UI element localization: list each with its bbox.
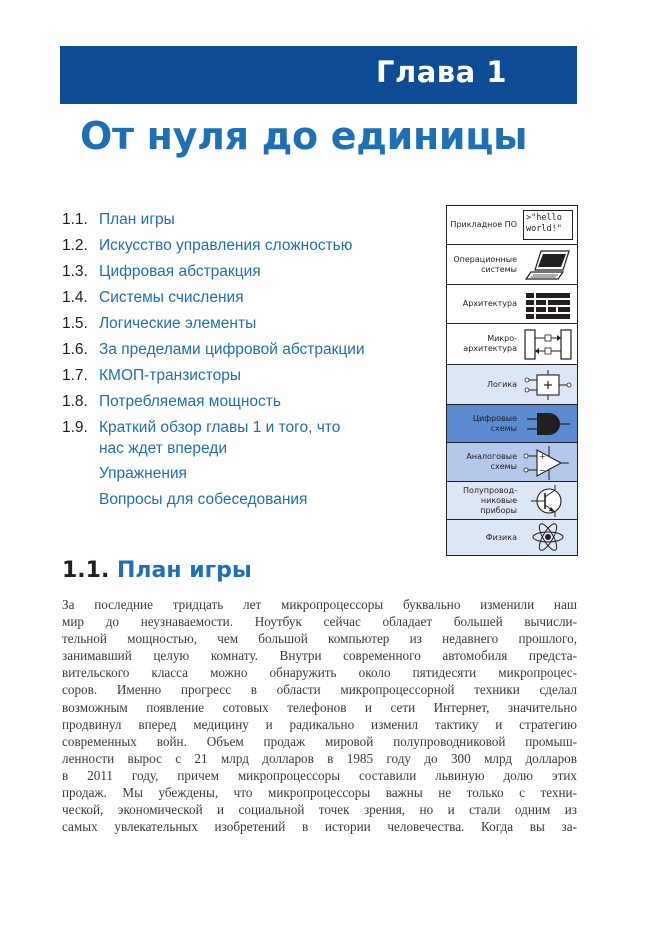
layer-label: Операционные системы	[453, 254, 517, 274]
toc-link[interactable]: Цифровая абстракция	[99, 263, 261, 280]
layer-application-software	[447, 206, 577, 245]
toc-link[interactable]: Потребляемая мощность	[99, 393, 281, 410]
toc-number: 1.2.	[62, 237, 88, 254]
toc-number: 1.1.	[62, 211, 88, 228]
laptop-icon	[523, 248, 573, 282]
layer-physics	[447, 520, 577, 555]
chapter-title: От нуля до единицы	[80, 114, 528, 158]
toc-number: 1.8.	[62, 393, 88, 410]
toc-link[interactable]: Системы счисления	[99, 289, 244, 306]
layer-digital-circuits	[447, 405, 577, 443]
layer-label: Физика	[485, 532, 517, 542]
body-line: в 2011 году, причем микропроцессоры составили львиную долю этих	[62, 767, 577, 783]
svg-text:+: +	[539, 452, 546, 461]
body-line: мир до неузнаваемости. Ноутбук сейчас обладает большей вычисли-	[62, 614, 577, 630]
layer-label: Микро-архитектура	[463, 334, 517, 353]
toc-number: 1.5.	[62, 315, 88, 332]
hello-world-code-icon: >"hello world!"	[523, 210, 573, 240]
body-line: продаж. Мы убеждены, что микропроцессоры важны не только с техни-	[62, 785, 577, 801]
body-line: вительского класса можно обнаружить около пятидесяти микропроцес-	[62, 665, 577, 681]
layer-label: Прикладное ПО	[450, 220, 517, 229]
section-number: 1.1.	[62, 558, 110, 583]
svg-text:−: −	[539, 466, 546, 475]
toc-number: 1.3.	[62, 263, 88, 280]
layer-label: Аналоговые схемы	[466, 452, 517, 471]
toc-number: 1.7.	[62, 367, 88, 384]
toc-link[interactable]: КМОП-транзисторы	[99, 367, 242, 384]
layer-operating-systems	[447, 245, 577, 285]
layer-label: Архитектура	[462, 299, 517, 308]
toc-link[interactable]: За пределами цифровой абстракции	[99, 341, 365, 358]
layer-analog-circuits	[447, 443, 577, 482]
body-line: тельной мощностью, чем большой компьютер из недавнего прошлого,	[62, 631, 577, 647]
layer-label: Полупровод-никовые приборы	[463, 485, 517, 515]
op-amp-icon	[523, 446, 573, 480]
instruction-format-icon	[523, 288, 573, 322]
layer-label: Цифровые схемы	[472, 413, 517, 433]
body-paragraph	[62, 596, 577, 835]
body-line: ческой, экономической и социальной точек зрения, но и стали одним из	[62, 802, 577, 818]
toc-link[interactable]: Вопросы для собеседования	[99, 491, 308, 508]
adder-icon	[523, 368, 573, 402]
section-title: План игры	[117, 558, 252, 583]
body-line: современных войн. Объем продаж мировой полупроводниковой промыш-	[62, 733, 577, 749]
layer-label: Логика	[486, 379, 517, 389]
toc-number: 1.6.	[62, 341, 88, 358]
section-heading	[62, 558, 252, 583]
abstraction-stack-diagram	[446, 205, 578, 556]
transistor-icon	[523, 485, 573, 517]
layer-architecture	[447, 285, 577, 324]
toc-link[interactable]: Упражнения	[99, 465, 187, 482]
body-line: возможным появление сотовых телефонов и сети Интернет, значительно	[62, 699, 577, 715]
toc-link[interactable]: План игры	[99, 211, 175, 228]
body-line: продвинул вперед медицину и радикально изменил тактику и стратегию	[62, 716, 577, 732]
toc-link[interactable]: Логические элементы	[99, 315, 257, 332]
chapter-label: Глава 1	[376, 55, 507, 89]
body-line: соров. Именно прогресс в области микропроцессорной техники сделал	[62, 682, 577, 698]
body-line: ленности вырос с 21 млрд долларов в 1985 году до 300 млрд долларов	[62, 750, 577, 766]
body-line: За последние тридцать лет микропроцессоры буквально изменили наш	[62, 597, 577, 612]
toc-link[interactable]: Краткий обзор главы 1 и того, что нас ждет впереди	[99, 419, 341, 457]
and-gate-icon	[523, 408, 573, 440]
toc-link[interactable]: Искусство управления сложностью	[99, 237, 353, 254]
toc-number: 1.9.	[62, 419, 88, 436]
datapath-icon	[523, 327, 573, 361]
layer-semiconductor-devices	[447, 482, 577, 520]
layer-microarchitecture	[447, 324, 577, 365]
chapter-banner	[60, 46, 577, 104]
layer-logic	[447, 365, 577, 405]
atom-icon	[523, 521, 573, 553]
toc-number: 1.4.	[62, 289, 88, 306]
body-line: самых увлекательных изобретений в истории человечества. Когда вы за-	[62, 819, 577, 835]
body-line: занимавший целую комнату. Внутри современного автомобиля предста-	[62, 648, 577, 664]
